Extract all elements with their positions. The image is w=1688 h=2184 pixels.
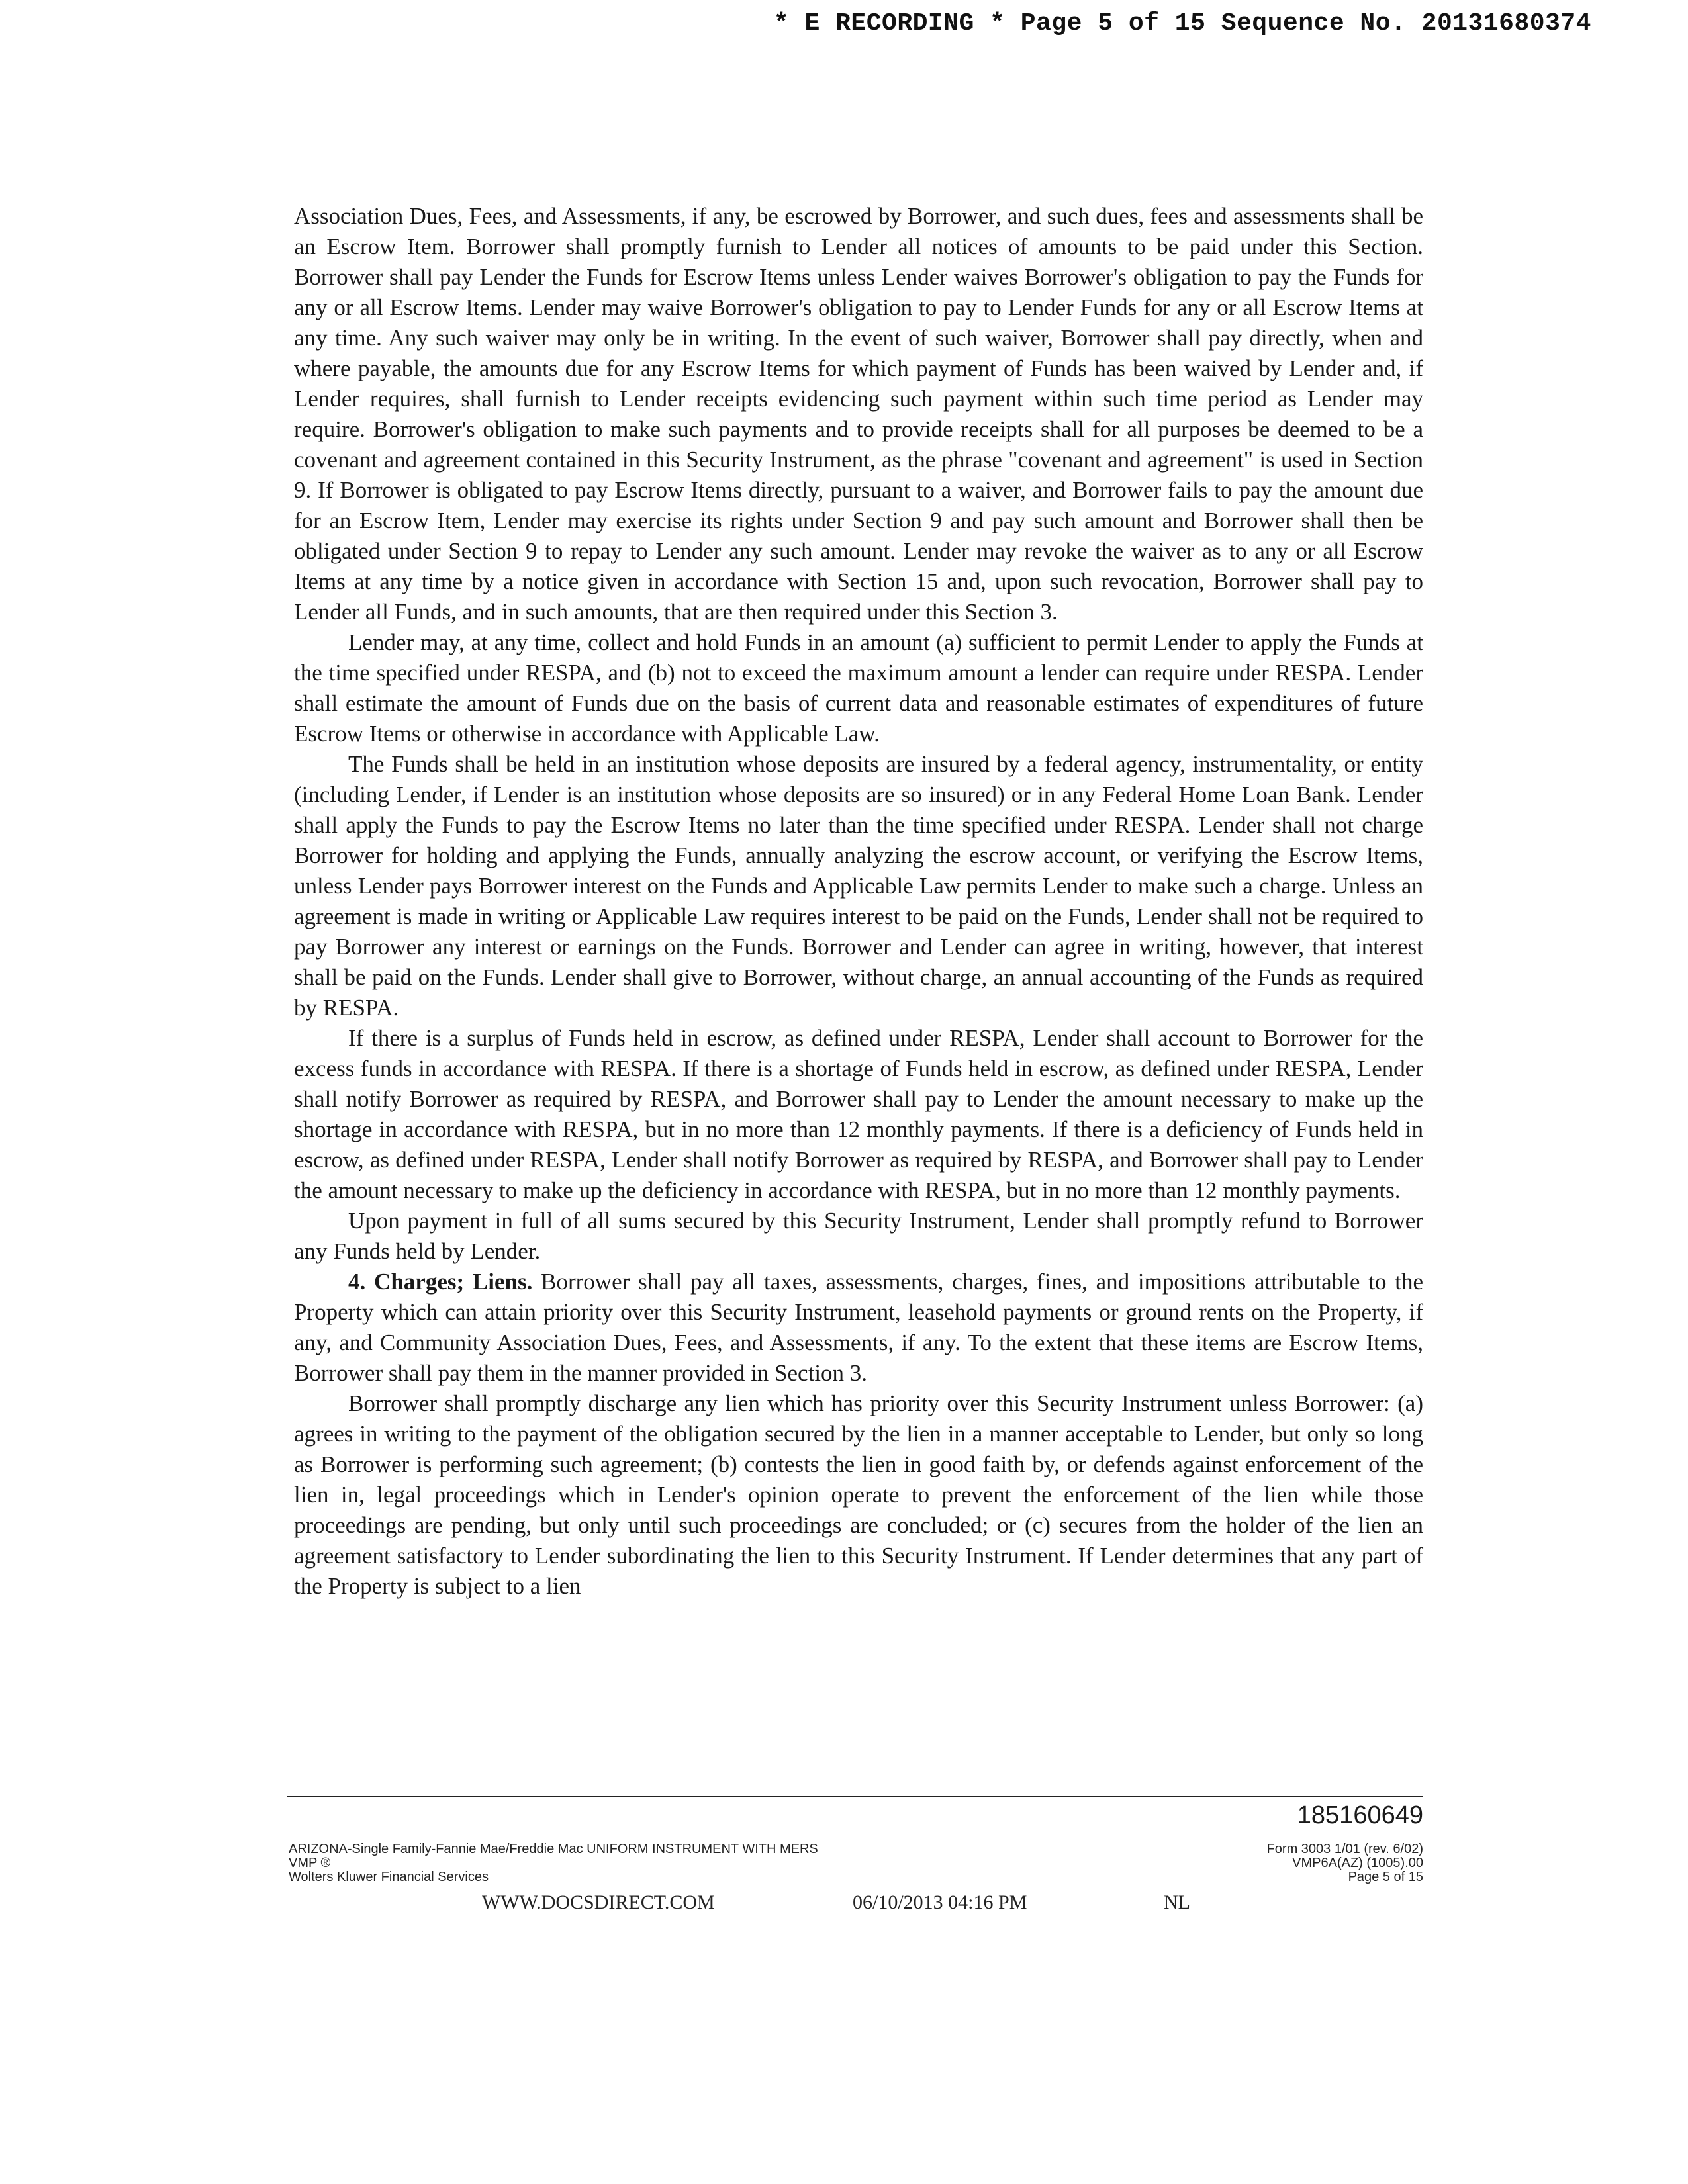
recording-header: * E RECORDING * Page 5 of 15 Sequence No. 20131680374 — [773, 9, 1591, 38]
vmp-mark: VMP ® — [289, 1856, 331, 1870]
section-heading-charges-liens: 4. Charges; Liens. — [348, 1269, 533, 1295]
footer-right-block — [1267, 1843, 1423, 1884]
document-body — [294, 201, 1423, 1602]
charges-liens-text: Borrower shall pay all taxes, assessments, charges, fines, and impositions attributable to the Property which can attain priority over this Security Instrument, leasehold payments or ground rents on the Property, if any, and Community Association Dues, Fees, and Assessments, if any. To the extent that these items are Escrow Items, Borrower shall pay them in the manner provided in Section 3. — [294, 1269, 1423, 1386]
page-indicator: Page 5 of 15 — [1348, 1870, 1423, 1884]
publisher-name: Wolters Kluwer Financial Services — [289, 1870, 489, 1884]
form-title: ARIZONA-Single Family-Fannie Mae/Freddie Mac UNIFORM INSTRUMENT WITH MERS — [289, 1842, 818, 1856]
borrower-initials: NL — [1164, 1891, 1190, 1913]
paragraph-surplus-shortage: If there is a surplus of Funds held in escrow, as defined under RESPA, Lender shall account to Borrower for the excess funds in accordance with RESPA. If there is a shortage of Funds held in escrow, as defined under RESPA, Lender shall notify Borrower as required by RESPA, and Borrower shall pay to Lender the amount necessary to make up the shortage in accordance with RESPA, but in no more than 12 monthly payments. If there is a deficiency of Funds held in escrow, as defined under RESPA, Lender shall notify Borrower as required by RESPA, and Borrower shall pay to Lender the amount necessary to make up the deficiency in accordance with RESPA, but in no more than 12 monthly payments. — [294, 1025, 1423, 1203]
website-link: WWW.DOCSDIRECT.COM — [482, 1891, 715, 1913]
loan-number: 185160649 — [1297, 1801, 1423, 1829]
form-code: VMP6A(AZ) (1005).00 — [1292, 1856, 1423, 1870]
paragraph-escrow-dues: Association Dues, Fees, and Assessments, if any, be escrowed by Borrower, and such dues, fees and assessments shall be an Escrow Item. Borrower shall promptly furnish to Lender all notices of amounts to be paid under this Section. Borrower shall pay Lender the Funds for Escrow Items unless Lender waives Borrower's obligation to pay the Funds for any or all Escrow Items. Lender may waive Borrower's obligation to pay to Lender Funds for any or all Escrow Items at any time. Any such waiver may only be in writing. In the event of such waiver, Borrower shall pay directly, when and where payable, the amounts due for any Escrow Items for which payment of Funds has been waived by Lender and, if Lender requires, shall furnish to Lender receipts evidencing such payment within such time period as Lender may require. Borrower's obligation to make such payments and to provide receipts shall for all purposes be deemed to be a covenant and agreement contained in this Security Instrument, as the phrase "covenant and agreement" is used in Section 9. If Borrower is obligated to pay Escrow Items directly, pursuant to a waiver, and Borrower fails to pay the amount due for an Escrow Item, Lender may exercise its rights under Section 9 and pay such amount and Borrower shall then be obligated under Section 9 to repay to Lender any such amount. Lender may revoke the waiver as to any or all Escrow Items at any time by a notice given in accordance with Section 15 and, upon such revocation, Borrower shall pay to Lender all Funds, and in such amounts, that are then required under this Section 3. — [294, 203, 1423, 625]
form-number: Form 3003 1/01 (rev. 6/02) — [1266, 1842, 1423, 1856]
paragraph-collect-funds: Lender may, at any time, collect and hold Funds in an amount (a) sufficient to permit Lender to apply the Funds at the time specified under RESPA, and (b) not to exceed the maximum amount a lender can require under RESPA. Lender shall estimate the amount of Funds due on the basis of current data and reasonable estimates of expenditures of future Escrow Items or otherwise in accordance with Applicable Law. — [294, 629, 1423, 747]
paragraph-refund: Upon payment in full of all sums secured by this Security Instrument, Lender shall promptly refund to Borrower any Funds held by Lender. — [294, 1208, 1423, 1264]
paragraph-discharge-lien: Borrower shall promptly discharge any lien which has priority over this Security Instrument unless Borrower: (a) agrees in writing to the payment of the obligation secured by the lien in a manner acceptable to Lender, but only so long as Borrower is performing such agreement; (b) contests the lien in good faith by, or defends against enforcement of the lien in, legal proceedings which in Lender's opinion operate to prevent the enforcement of the lien while those proceedings are pending, but only until such proceedings are concluded; or (c) secures from the holder of the lien an agreement satisfactory to Lender subordinating the lien to this Security Instrument. If Lender determines that any part of the Property is subject to a lien — [294, 1390, 1423, 1599]
footer-divider — [287, 1796, 1423, 1797]
print-datetime: 06/10/2013 04:16 PM — [853, 1891, 1027, 1913]
paragraph-funds-held: The Funds shall be held in an institution whose deposits are insured by a federal agency, instrumentality, or entity (including Lender, if Lender is an institution whose deposits are so insured) or in any Federal Home Loan Bank. Lender shall apply the Funds to pay the Escrow Items no later than the time specified under RESPA. Lender shall not charge Borrower for holding and applying the Funds, annually analyzing the escrow account, or verifying the Escrow Items, unless Lender pays Borrower interest on the Funds and Applicable Law permits Lender to make such a charge. Unless an agreement is made in writing or Applicable Law requires interest to be paid on the Funds, Lender shall not be required to pay Borrower any interest or earnings on the Funds. Borrower and Lender can agree in writing, however, that interest shall be paid on the Funds. Lender shall give to Borrower, without charge, an annual accounting of the Funds as required by RESPA. — [294, 751, 1423, 1021]
paragraph-charges-liens — [294, 1267, 1423, 1388]
footer-left-block — [289, 1843, 818, 1884]
